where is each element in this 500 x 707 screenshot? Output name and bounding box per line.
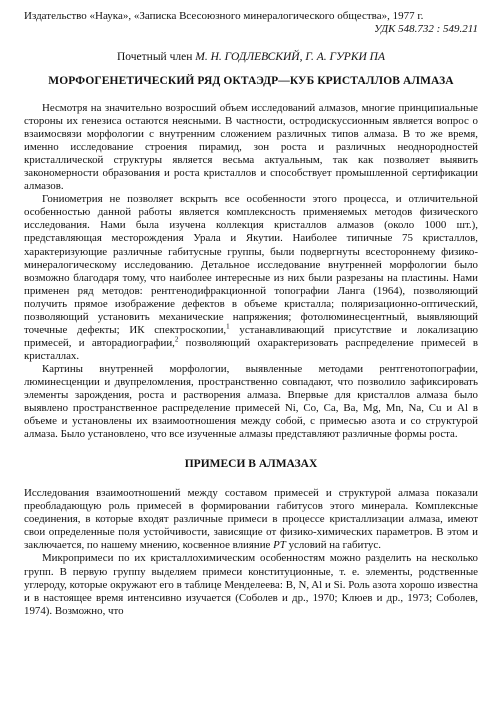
authors-prefix: Почетный член [117, 51, 193, 63]
section-paragraph-2: Микропримеси по их кристаллохимическим особенностям можно разделить на несколько групп. В первую группу выделяем примеси конституционные, т. е. элементы, родственные углероду, которые окружают его в таблице Менделеева: B, N, Al и Si. Роль азота хорошо известна и в настоящее время интенсивно изучается (Соболев и др., 1970; Клюев и др., 1973; Соболев, 1974). Возможно, что [24, 552, 478, 617]
footnote-ref-1: 1 [226, 322, 230, 331]
pt-term: PT [273, 539, 286, 552]
article-title: МОРФОГЕНЕТИЧЕСКИЙ РЯД ОКТАЭДР—КУБ КРИСТАЛЛОВ АЛМАЗА [48, 75, 454, 87]
udk-code: УДК 548.732 : 549.211 [374, 23, 478, 35]
paragraph-2-part-2: устанавливающий присутствие и локализацию примесей, и авторадиографии, [24, 323, 478, 349]
section-title: ПРИМЕСИ В АЛМАЗАХ [184, 458, 318, 471]
authors-names: М. Н. ГОДЛЕВСКИЙ, Г. А. ГУРКИ ПА [195, 51, 385, 63]
paragraph-2-part-1: Гониометрия не позволяет вскрыть все особенности этого процесса, и отличительной особенностью данной работы является комплексность применяемых методов физического исследования. Нами была изучена коллекция кристаллов алмазов (около 1000 шт.), представляющая месторождения Урала и Якутии. Наиболее типичные 75 кристаллов, характеризующие различные габитусные группы, были подвергнуты всестороннему физико-минералогическому исследованию. Детальное исследование внутренней морфологии было возможно благодаря тому, что наиболее интересные из них были разрезаны на пластины. Нами применен ряд методов: рентгенодифракционной топографии Ланга (1964), позволяющий получить прямое изображение дефектов в объеме кристалла; поляризационно-оптический, позволяющий установить механические напряжения; фотолюминесцентный, выявляющий точечные дефекты; ИК спектроскопии, [24, 193, 478, 336]
paragraph-2 [24, 193, 478, 363]
authors-line [24, 50, 478, 64]
section-paragraph-1-part-2: условий на габитус. [288, 539, 381, 552]
paragraph-3: Картины внутренней морфологии, выявленные методами рентгенотопографии, люминесценции и двупреломления, пространственно совпадают, что позволило зафиксировать элементы зарождения, роста и растворения алмаза. Впервые для кристаллов алмаза было выявлено пространственное распределение примесей Ni, Co, Ca, Ba, Mg, Mn, Na, Cu и Al в объеме и установлены их взаимоотношения между собой, с примесью азота и со структурой алмаза. Было установлено, что все изученные алмазы представляют различные формы роста. [24, 362, 478, 441]
section-paragraph-1-part-1: Исследования взаимоотношений между составом примесей и структурой алмаза показали преобладающую роль примесей в формировании габитусов этого минерала. Комплексные соединения, в которые входят различные примеси в процессе кристаллизации алмаза, имеют свои определенные поля устойчивости, зависящие от физико-химических параметров. В этом и заключается, по нашему мнению, косвенное влияние [24, 487, 478, 552]
paragraph-1: Несмотря на значительно возросший объем исследований алмазов, многие принципиальные стороны их генезиса остаются неясными. В частности, остродискуссионным является вопрос о взаимосвязи морфологии с внутренним сложением различных типов алмаза. В то же время, именно исследование строения пирамид, зон роста и различных неоднородностей кристаллической структуры является весьма актуальным, так как позволяет выявить закономерности образования и роста кристаллов и способствует промышленной сертификации алмазов. [24, 102, 478, 193]
paragraph-2-part-3: позволяющий охарактеризовать распределение примесей в кристаллах. [24, 336, 478, 362]
publisher-line: Издательство «Наука», «Записка Всесоюзного минералогического общества», 1977 г. [24, 10, 424, 22]
footnote-ref-2: 2 [174, 335, 179, 344]
section-paragraph-1 [24, 487, 478, 552]
